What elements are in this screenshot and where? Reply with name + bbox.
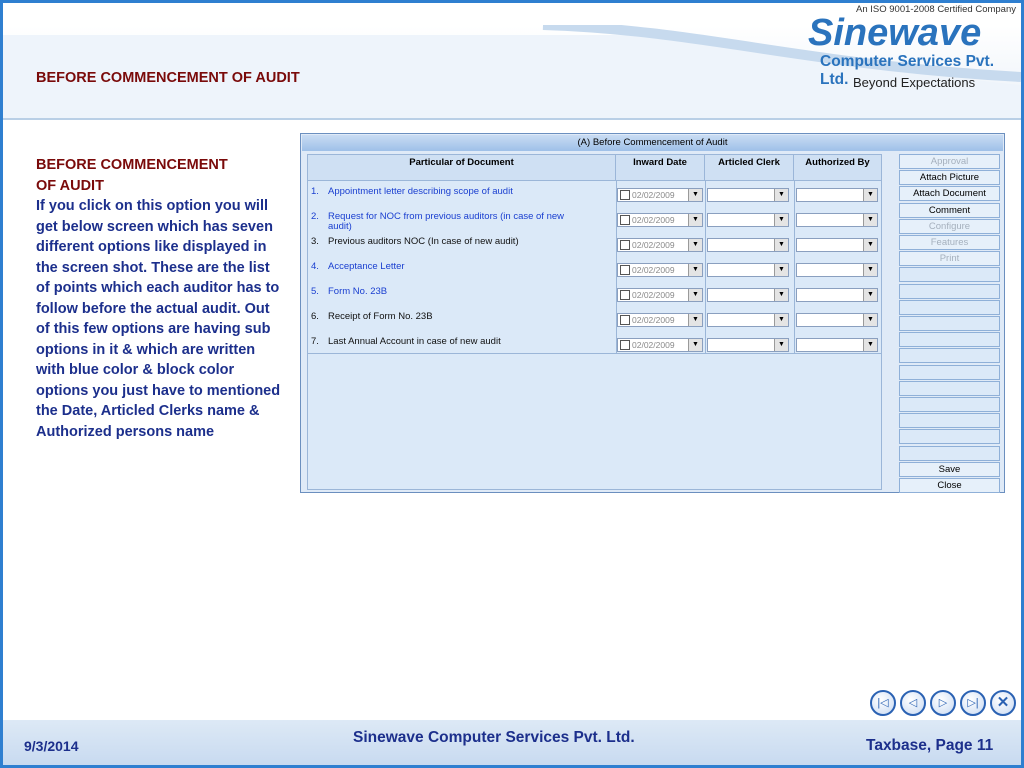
window-title: (A) Before Commencement of Audit — [302, 135, 1003, 151]
next-slide-icon[interactable]: ▷ — [930, 690, 956, 716]
date-checkbox[interactable] — [620, 190, 630, 200]
chevron-down-icon[interactable]: ▼ — [774, 239, 788, 251]
inward-date-value: 02/02/2009 — [632, 315, 675, 325]
table-row[interactable] — [308, 207, 881, 232]
empty-button-slot — [899, 446, 1000, 461]
row-text-line2 — [311, 196, 328, 207]
grid-header — [308, 155, 881, 181]
row-text-line1: Request for NOC from previous auditors (in case of new — [328, 211, 565, 222]
document-grid — [307, 154, 882, 490]
document-particular[interactable] — [311, 187, 611, 207]
row-text-line2 — [311, 321, 328, 332]
articled-clerk-select[interactable] — [707, 313, 789, 327]
footer-date: 9/3/2014 — [24, 738, 79, 754]
chevron-down-icon[interactable]: ▼ — [688, 189, 702, 201]
chevron-down-icon[interactable]: ▼ — [863, 264, 877, 276]
slide-title: BEFORE COMMENCEMENT OF AUDIT — [36, 70, 300, 86]
articled-clerk-select[interactable] — [707, 263, 789, 277]
table-row[interactable] — [308, 307, 881, 332]
chevron-down-icon[interactable]: ▼ — [688, 214, 702, 226]
chevron-down-icon[interactable]: ▼ — [688, 314, 702, 326]
previous-slide-icon[interactable]: ◁ — [900, 690, 926, 716]
date-checkbox[interactable] — [620, 315, 630, 325]
close-button[interactable]: Close — [899, 478, 1000, 493]
header-divider — [3, 118, 1021, 120]
row-number: 7. — [311, 336, 319, 347]
chevron-down-icon[interactable]: ▼ — [688, 239, 702, 251]
chevron-down-icon[interactable]: ▼ — [863, 339, 877, 351]
chevron-down-icon[interactable]: ▼ — [774, 189, 788, 201]
chevron-down-icon[interactable]: ▼ — [688, 289, 702, 301]
audit-window — [300, 133, 1005, 493]
empty-button-slot — [899, 316, 1000, 331]
document-particular — [311, 237, 611, 257]
empty-button-slot — [899, 365, 1000, 380]
close-icon[interactable]: ✕ — [990, 690, 1016, 716]
document-particular[interactable] — [311, 287, 611, 307]
logo-tagline: Beyond Expectations — [853, 75, 976, 90]
authorized-by-select[interactable] — [796, 188, 878, 202]
table-row[interactable] — [308, 282, 881, 307]
row-number: 1. — [311, 186, 319, 197]
description-heading-line1: BEFORE COMMENCEMENT — [36, 157, 228, 173]
column-header-particular[interactable]: Particular of Document — [308, 155, 616, 181]
empty-button-slot — [899, 397, 1000, 412]
chevron-down-icon[interactable]: ▼ — [774, 214, 788, 226]
chevron-down-icon[interactable]: ▼ — [863, 289, 877, 301]
side-button-print[interactable]: Print — [899, 251, 1000, 266]
empty-button-slot — [899, 429, 1000, 444]
chevron-down-icon[interactable]: ▼ — [688, 264, 702, 276]
date-checkbox[interactable] — [620, 215, 630, 225]
inward-date-value: 02/02/2009 — [632, 190, 675, 200]
inward-date-value: 02/02/2009 — [632, 240, 675, 250]
empty-button-slot — [899, 348, 1000, 363]
articled-clerk-select[interactable] — [707, 338, 789, 352]
save-button[interactable]: Save — [899, 462, 1000, 477]
chevron-down-icon[interactable]: ▼ — [688, 339, 702, 351]
authorized-by-select[interactable] — [796, 288, 878, 302]
row-text-line1: Receipt of Form No. 23B — [328, 311, 433, 322]
chevron-down-icon[interactable]: ▼ — [774, 339, 788, 351]
row-text-line2 — [311, 346, 328, 357]
authorized-by-select[interactable] — [796, 338, 878, 352]
inward-date-value: 02/02/2009 — [632, 290, 675, 300]
side-button-comment[interactable]: Comment — [899, 203, 1000, 218]
row-number: 4. — [311, 261, 319, 272]
articled-clerk-select[interactable] — [707, 188, 789, 202]
articled-clerk-select[interactable] — [707, 238, 789, 252]
side-button-panel — [899, 154, 1001, 492]
row-number: 2. — [311, 211, 319, 222]
inward-date-value: 02/02/2009 — [632, 215, 675, 225]
company-logo: Sinewave — [808, 12, 982, 54]
footer-page-number: Taxbase, Page 11 — [866, 737, 994, 754]
column-divider — [881, 181, 882, 354]
first-slide-icon[interactable]: |◁ — [870, 690, 896, 716]
row-text-line2 — [311, 296, 328, 307]
description-body: If you click on this option you will get below screen which has seven different options like displayed in the screen shot. These are the list of points which each auditor has to follow before the actual audit. Out of this few options are having sub options in it & which are written with blue color & block color options you just have to mentioned the Date, Articled Clerks name & Authorized persons name — [36, 198, 281, 440]
side-button-configure[interactable]: Configure — [899, 219, 1000, 234]
chevron-down-icon[interactable]: ▼ — [774, 289, 788, 301]
row-text-line2 — [311, 246, 328, 257]
inward-date-value: 02/02/2009 — [632, 340, 675, 350]
chevron-down-icon[interactable]: ▼ — [774, 264, 788, 276]
column-header-authorized-by[interactable]: Authorized By — [794, 155, 882, 181]
row-text-line1: Form No. 23B — [328, 286, 388, 297]
inward-date-picker[interactable] — [617, 213, 703, 227]
row-number: 5. — [311, 286, 319, 297]
row-text-line1: Appointment letter describing scope of audit — [328, 186, 513, 197]
row-text-line1: Acceptance Letter — [328, 261, 405, 272]
inward-date-picker[interactable] — [617, 288, 703, 302]
table-row[interactable] — [308, 232, 881, 257]
inward-date-picker[interactable] — [617, 263, 703, 277]
last-slide-icon[interactable]: ▷| — [960, 690, 986, 716]
date-checkbox[interactable] — [620, 265, 630, 275]
column-header-inward-date[interactable]: Inward Date — [616, 155, 705, 181]
footer-company: Sinewave Computer Services Pvt. Ltd. — [353, 729, 635, 746]
authorized-by-select[interactable] — [796, 238, 878, 252]
iso-certification-text: An ISO 9001-2008 Certified Company — [855, 4, 1016, 15]
document-particular — [311, 337, 611, 357]
side-button-approval[interactable]: Approval — [899, 154, 1000, 169]
side-button-attach-picture[interactable]: Attach Picture — [899, 170, 1000, 185]
inward-date-picker[interactable] — [617, 313, 703, 327]
chevron-down-icon[interactable]: ▼ — [774, 314, 788, 326]
articled-clerk-select[interactable] — [707, 213, 789, 227]
chevron-down-icon[interactable]: ▼ — [863, 189, 877, 201]
inward-date-picker[interactable] — [617, 338, 703, 352]
row-number: 3. — [311, 236, 319, 247]
authorized-by-select[interactable] — [796, 263, 878, 277]
description-heading-line2: OF AUDIT — [36, 177, 104, 194]
side-button-attach-document[interactable]: Attach Document — [899, 186, 1000, 201]
empty-button-slot — [899, 332, 1000, 347]
chevron-down-icon[interactable]: ▼ — [863, 214, 877, 226]
row-text-line2 — [311, 271, 328, 282]
empty-button-slot — [899, 300, 1000, 315]
side-button-features[interactable]: Features — [899, 235, 1000, 250]
authorized-by-select[interactable] — [796, 213, 878, 227]
authorized-by-select[interactable] — [796, 313, 878, 327]
column-header-articled-clerk[interactable]: Articled Clerk — [705, 155, 794, 181]
row-text-line1: Previous auditors NOC (In case of new audit) — [328, 236, 519, 247]
document-particular[interactable] — [311, 212, 611, 232]
document-particular[interactable] — [311, 262, 611, 282]
chevron-down-icon[interactable]: ▼ — [863, 239, 877, 251]
description-block — [36, 155, 286, 442]
row-number: 6. — [311, 311, 319, 322]
table-row[interactable] — [308, 332, 881, 357]
empty-button-slot — [899, 284, 1000, 299]
row-text-line2: audit) — [328, 221, 352, 232]
inward-date-value: 02/02/2009 — [632, 265, 675, 275]
date-checkbox[interactable] — [620, 340, 630, 350]
logo-company-name: Computer Services Pvt. Ltd. — [820, 53, 995, 88]
date-checkbox[interactable] — [620, 240, 630, 250]
empty-button-slot — [899, 413, 1000, 428]
inward-date-picker[interactable] — [617, 238, 703, 252]
row-text-line1: Last Annual Account in case of new audit — [328, 336, 501, 347]
table-row[interactable] — [308, 257, 881, 282]
date-checkbox[interactable] — [620, 290, 630, 300]
articled-clerk-select[interactable] — [707, 288, 789, 302]
inward-date-picker[interactable] — [617, 188, 703, 202]
empty-button-slot — [899, 267, 1000, 282]
empty-button-slot — [899, 381, 1000, 396]
document-particular — [311, 312, 611, 332]
table-row[interactable] — [308, 182, 881, 207]
chevron-down-icon[interactable]: ▼ — [863, 314, 877, 326]
